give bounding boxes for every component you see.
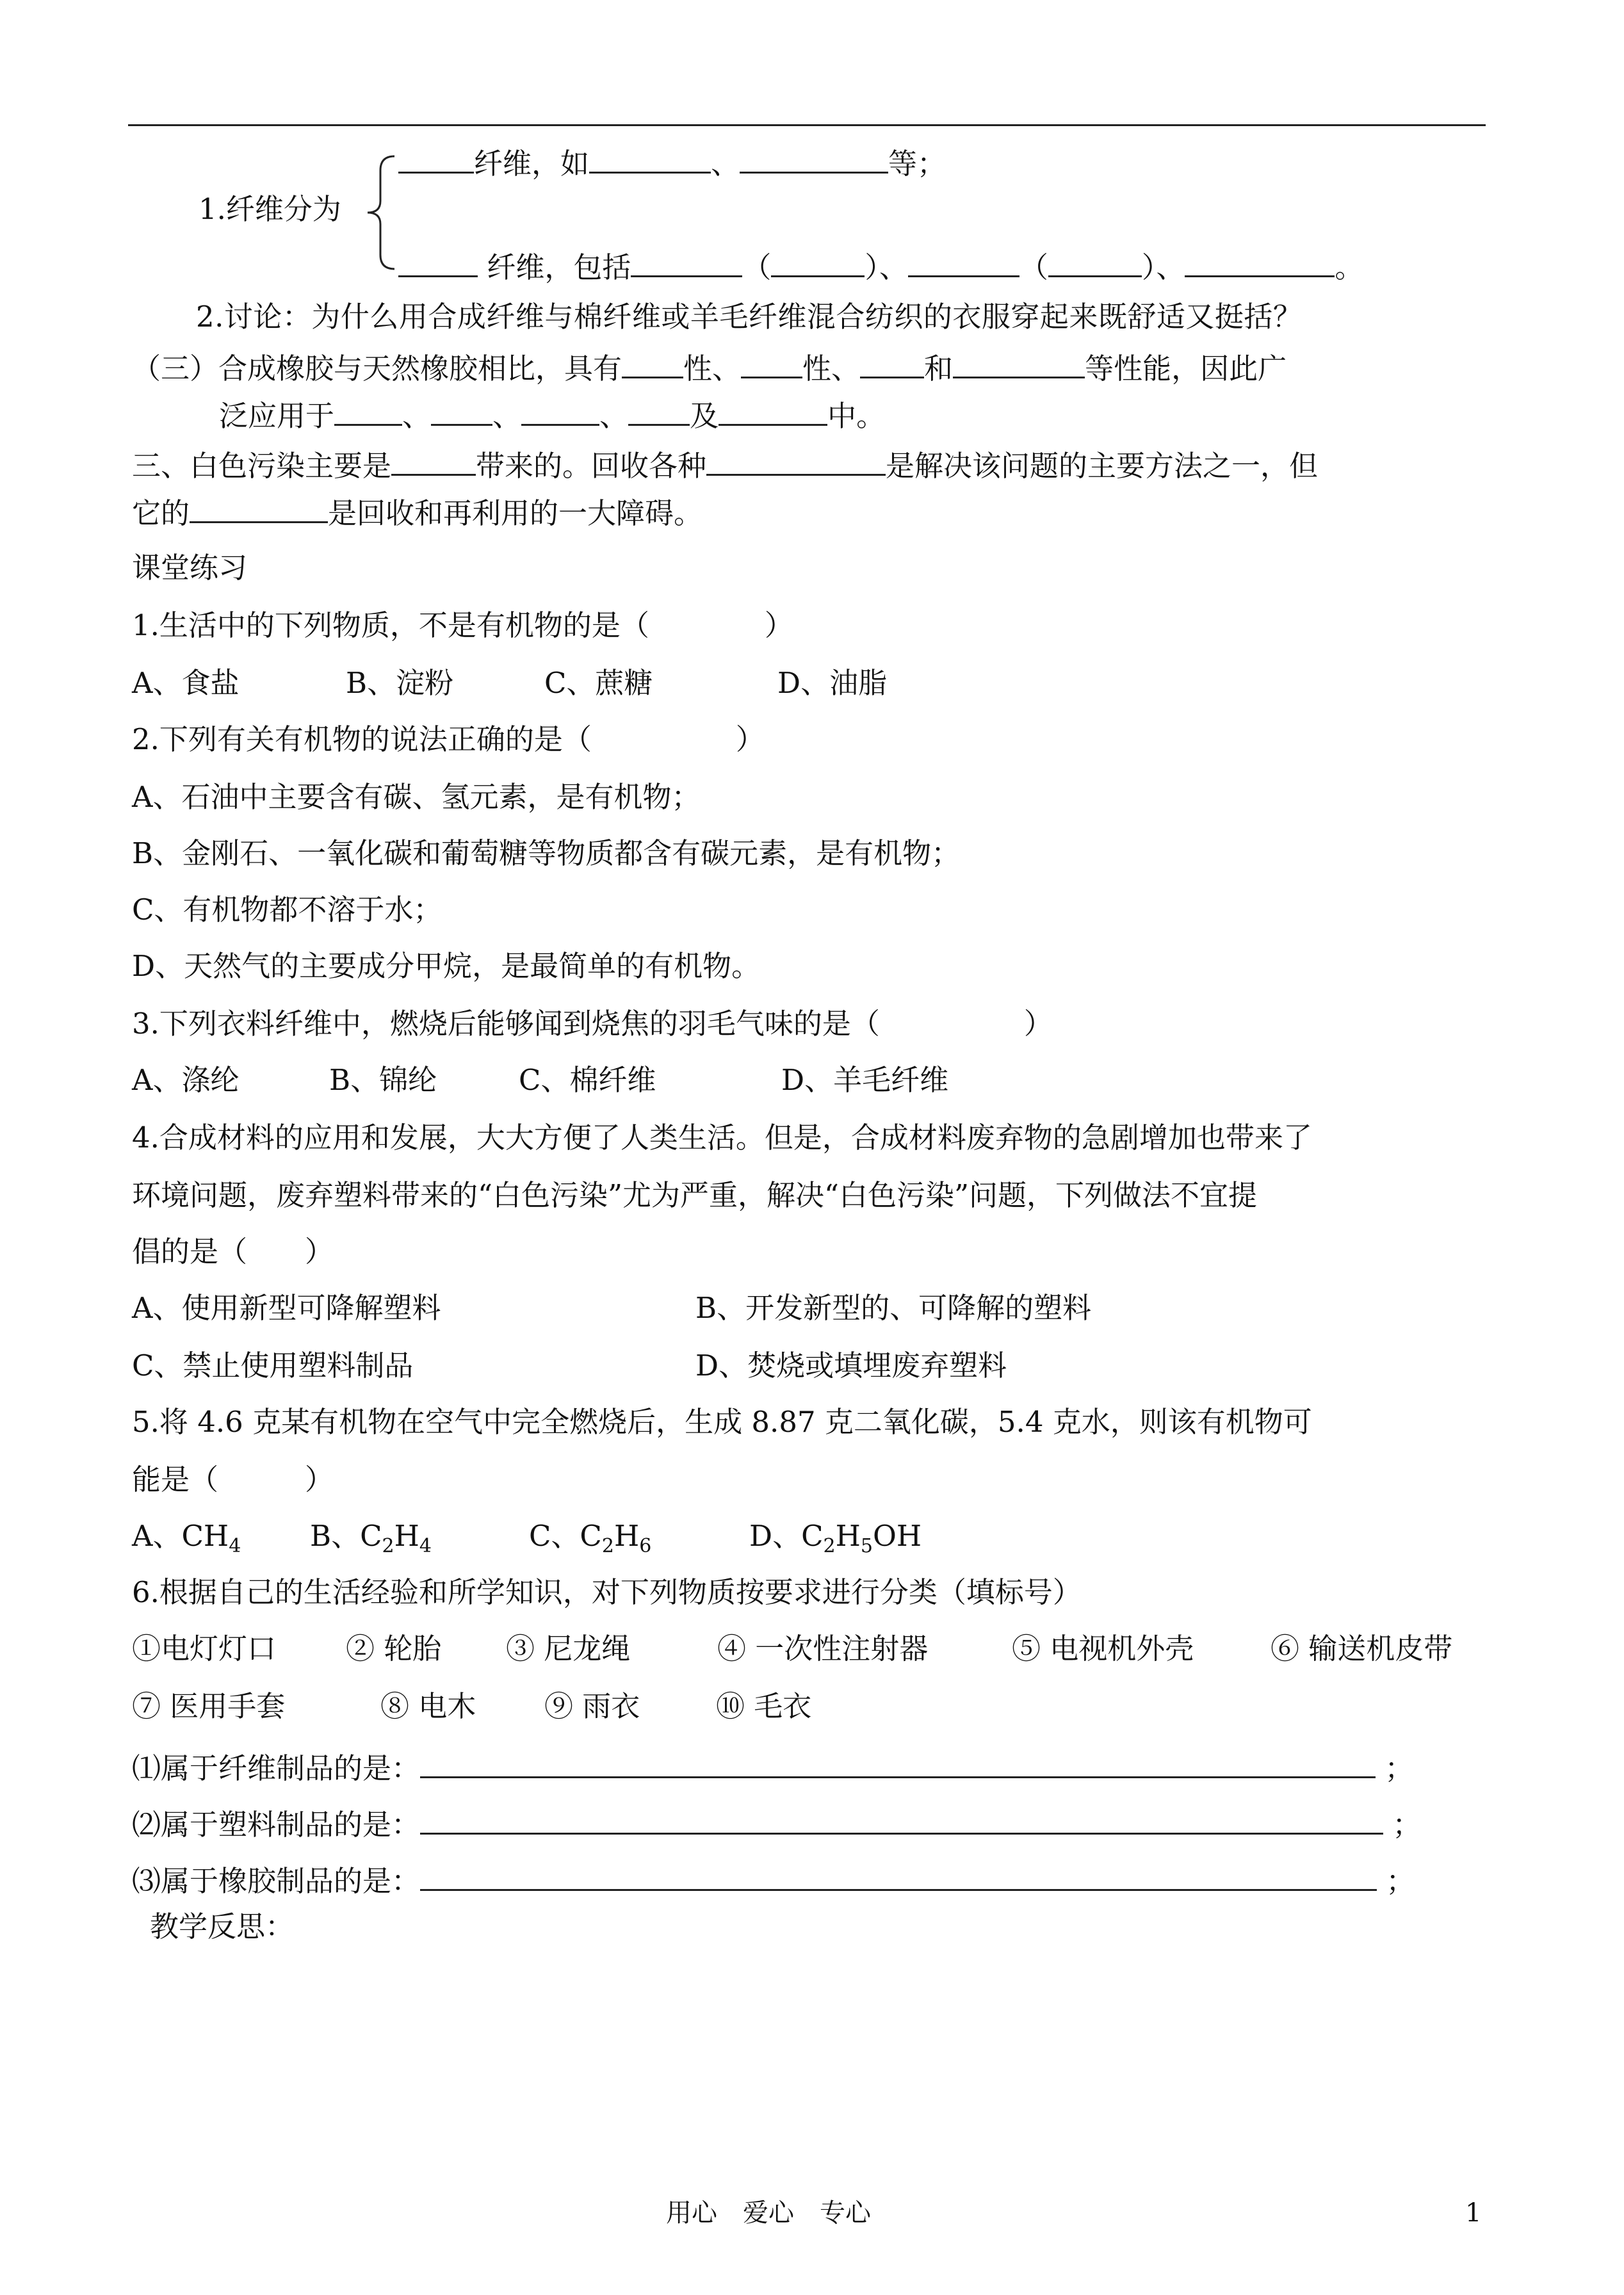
- question-5-stem-line: 5.将 4.6 克某有机物在空气中完全燃烧后，生成 8.87 克二氧化碳，5.4 克水，则该有机物可: [132, 1405, 1312, 1439]
- rubber-text: 等性能，因此广: [1085, 352, 1287, 385]
- blank: [719, 396, 827, 426]
- fill-label: ⑴属于纤维制品的是：: [132, 1751, 421, 1785]
- fill-label: ⑵属于塑料制品的是：: [132, 1808, 421, 1842]
- question-4-stem-line: 倡的是（ ）: [132, 1235, 334, 1269]
- fill-line-rubber: [132, 1861, 1415, 1898]
- formula-text: H: [613, 1519, 640, 1553]
- question-3-option-b: B、锦纶: [329, 1063, 437, 1097]
- question-1-stem: 1.生活中的下列物质，不是有机物的是（ ）: [132, 608, 793, 642]
- white-pollution-line-2: [132, 493, 702, 528]
- fiber-row2-text: 纤维，包括: [487, 250, 631, 284]
- pollution-text: 是解决该问题的主要方法之一，但: [886, 449, 1319, 483]
- question-5-option-b: [310, 1521, 432, 1556]
- question-5-option-a: [132, 1521, 241, 1556]
- fiber-row1-sep: 、: [711, 147, 740, 181]
- question-6-stem: 6.根据自己的生活经验和所学知识，对下列物质按要求进行分类（填标号）: [132, 1575, 1082, 1609]
- rubber-sep: 、: [402, 399, 432, 433]
- blank: [622, 348, 683, 378]
- blank: [860, 348, 924, 378]
- blank: [398, 247, 478, 277]
- fiber-classification-label: 1.纤维分为: [199, 192, 341, 226]
- question-3-option-d: D、羊毛纤维: [781, 1063, 949, 1097]
- pollution-text: 三、白色污染主要是: [132, 449, 392, 483]
- question-2-stem: 2.下列有关有机物的说法正确的是（ ）: [132, 722, 765, 756]
- footer-motto: 用心 爱心 专心: [666, 2198, 871, 2228]
- question-1-option-d: D、油脂: [777, 666, 888, 700]
- paren-open: （: [742, 250, 772, 284]
- blank: [190, 493, 328, 523]
- question-6-item: ⑧ 电木: [380, 1689, 476, 1723]
- fiber-row-2: [398, 247, 1363, 282]
- formula-subscript: 6: [639, 1535, 652, 1557]
- answer-blank[interactable]: [420, 1748, 1376, 1778]
- teaching-reflection-label: 教学反思：: [150, 1910, 295, 1943]
- blank: [628, 396, 690, 426]
- blank: [740, 143, 888, 174]
- question-3-option-c: C、棉纤维: [519, 1063, 656, 1097]
- question-4-option-c: C、禁止使用塑料制品: [132, 1349, 414, 1383]
- fiber-row2-end: 。: [1335, 250, 1364, 284]
- answer-blank[interactable]: [420, 1804, 1383, 1835]
- question-6-item: ①电灯灯口: [132, 1632, 277, 1666]
- formula-text: OH: [872, 1519, 922, 1553]
- fiber-row1-end: 等；: [888, 147, 946, 181]
- paren-open: （: [1019, 250, 1048, 284]
- blank: [1185, 247, 1335, 277]
- blank: [589, 143, 711, 174]
- formula-text: A、CH: [132, 1519, 229, 1553]
- formula-subscript: 5: [860, 1535, 873, 1557]
- formula-text: C、C: [529, 1519, 602, 1553]
- blank: [391, 446, 476, 476]
- rubber-and: 及: [690, 399, 719, 433]
- question-4-option-d: D、焚烧或填埋废弃塑料: [695, 1349, 1007, 1383]
- question-2-option-c: C、有机物都不溶于水；: [132, 893, 443, 927]
- fiber-row1-text: 纤维，如: [474, 147, 590, 181]
- question-6-item: ⑥ 输送机皮带: [1271, 1632, 1453, 1666]
- question-5-option-c: [529, 1521, 651, 1556]
- blank: [706, 446, 886, 476]
- question-5-stem-line: 能是（ ）: [132, 1463, 334, 1496]
- fill-label: ⑶属于橡胶制品的是：: [132, 1864, 421, 1898]
- formula-subscript: 2: [601, 1535, 614, 1557]
- question-2-option-b: B、金刚石、一氧化碳和葡萄糖等物质都含有碳元素，是有机物；: [132, 836, 961, 870]
- fill-line-fiber: [132, 1748, 1413, 1783]
- question-4-stem-line: 4.合成材料的应用和发展，大大方便了人类生活。但是，合成材料废弃物的急剧增加也带来了: [132, 1121, 1312, 1155]
- discussion-text: 2.讨论：为什么用合成纤维与棉纤维或羊毛纤维混合纺织的衣服穿起来既舒适又挺括？: [196, 300, 1303, 334]
- question-6-item: ③ 尼龙绳: [506, 1632, 631, 1666]
- fill-end: ；: [1386, 1864, 1415, 1898]
- fill-line-plastic: [132, 1804, 1422, 1842]
- blank: [521, 396, 599, 426]
- question-4-option-a: A、使用新型可降解塑料: [132, 1291, 441, 1325]
- formula-text: H: [835, 1519, 861, 1553]
- rubber-line-2: [219, 396, 886, 433]
- rubber-text: （三）合成橡胶与天然橡胶相比，具有: [132, 352, 622, 385]
- fiber-row-1: [398, 143, 946, 181]
- blank: [953, 348, 1085, 378]
- paren-close: ）、: [1141, 250, 1185, 284]
- rubber-line-1: [132, 348, 1287, 383]
- blank: [908, 247, 1019, 277]
- question-6-item: ② 轮胎: [346, 1632, 442, 1666]
- pollution-text: 它的: [132, 496, 190, 530]
- question-1-option-a: A、食盐: [132, 666, 240, 700]
- question-4-stem-line: 环境问题，废弃塑料带来的“白色污染”尤为严重，解决“白色污染”问题，下列做法不宜提: [132, 1178, 1258, 1212]
- question-4-option-b: B、开发新型的、可降解的塑料: [695, 1291, 1092, 1325]
- formula-text: D、C: [749, 1519, 824, 1553]
- formula-subscript: 2: [382, 1535, 394, 1557]
- section-title: 课堂练习: [132, 551, 248, 585]
- rubber-text: 和: [924, 352, 954, 385]
- blank: [771, 247, 865, 277]
- blank: [334, 396, 402, 426]
- fill-end: ；: [1392, 1808, 1422, 1842]
- question-2-option-d: D、天然气的主要成分甲烷，是最简单的有机物。: [132, 949, 761, 983]
- paren-close: ）、: [865, 250, 908, 284]
- question-6-item: ⑦ 医用手套: [132, 1689, 286, 1723]
- question-3-option-a: A、涤纶: [132, 1063, 240, 1097]
- blank: [398, 143, 474, 174]
- page-number: 1: [1465, 2198, 1482, 2228]
- question-6-item: ④ 一次性注射器: [717, 1632, 929, 1666]
- formula-text: B、C: [310, 1519, 382, 1553]
- answer-blank[interactable]: [420, 1861, 1377, 1891]
- formula-subscript: 4: [419, 1535, 432, 1557]
- white-pollution-line-1: [132, 446, 1319, 483]
- question-2-option-a: A、石油中主要含有碳、氢元素，是有机物；: [132, 780, 701, 814]
- pollution-text: 是回收和再利用的一大障碍。: [328, 496, 703, 530]
- rubber-text: 泛应用于: [219, 399, 335, 433]
- formula-subscript: 2: [823, 1535, 836, 1557]
- curly-brace: [362, 151, 401, 273]
- rubber-sep: 、: [492, 399, 522, 433]
- rubber-text: 性、: [802, 352, 861, 385]
- pollution-text: 带来的。回收各种: [476, 449, 707, 483]
- question-1-option-b: B、淀粉: [346, 666, 454, 700]
- blank: [1048, 247, 1142, 277]
- header-rule: [128, 124, 1486, 126]
- blank: [431, 396, 492, 426]
- question-6-item: ⑩ 毛衣: [716, 1689, 812, 1723]
- blank: [741, 348, 802, 378]
- question-6-item: ⑤ 电视机外壳: [1012, 1632, 1194, 1666]
- question-6-item: ⑨ 雨衣: [544, 1689, 640, 1723]
- question-3-stem: 3.下列衣料纤维中，燃烧后能够闻到烧焦的羽毛气味的是（ ）: [132, 1007, 1053, 1041]
- rubber-sep: 、: [599, 399, 629, 433]
- formula-text: H: [394, 1519, 419, 1553]
- rubber-text: 性、: [683, 352, 742, 385]
- fill-end: ；: [1384, 1751, 1414, 1785]
- question-1-option-c: C、蔗糖: [544, 666, 653, 700]
- blank: [631, 247, 742, 277]
- rubber-text: 中。: [827, 399, 886, 433]
- formula-subscript: 4: [229, 1535, 241, 1557]
- question-5-option-d: [749, 1521, 922, 1556]
